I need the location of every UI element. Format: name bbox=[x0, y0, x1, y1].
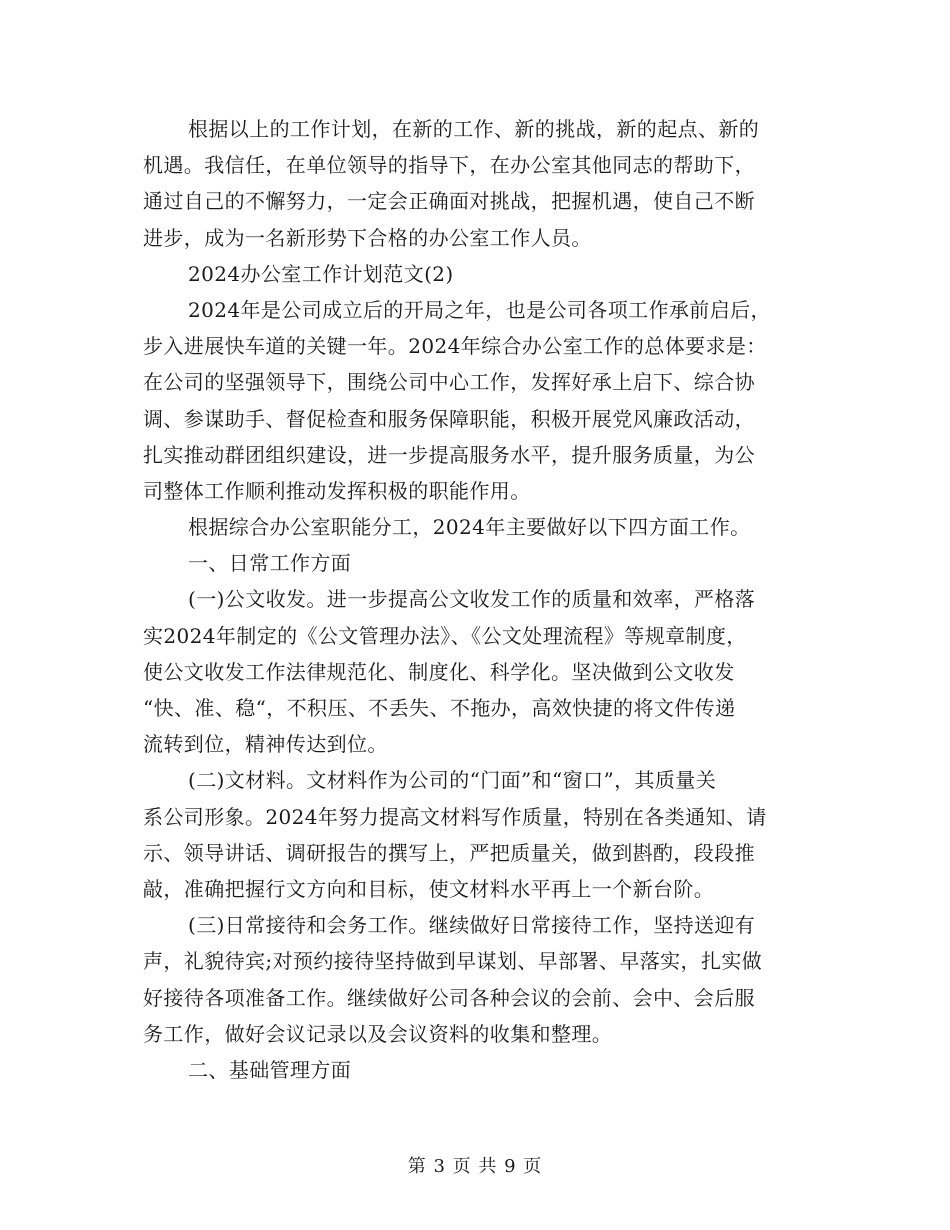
text-line: 根据以上的工作计划，在新的工作、新的挑战，新的起点、新的 bbox=[188, 117, 760, 141]
text-line: “快、准、稳“，不积压、不丢失、不拖办，高效快捷的将文件传递 bbox=[143, 696, 736, 720]
text-line: 机遇。我信任，在单位领导的指导下，在办公室其他同志的帮助下， bbox=[143, 153, 755, 178]
text-line: 进步，成为一名新形势下合格的办公室工作人员。 bbox=[143, 225, 592, 250]
text-line: 务工作，做好会议记录以及会议资料的收集和整理。 bbox=[143, 1021, 613, 1046]
text-line: 实2024年制定的《公文管理办法》、《公文处理流程》等规章制度， bbox=[143, 623, 747, 648]
text-line: 流转到位，精神传达到位。 bbox=[143, 732, 388, 757]
text-line: 示、领导讲话、调研报告的撰写上，严把质量关，做到斟酌，段段推 bbox=[143, 840, 755, 865]
text-line: 二、基础管理方面 bbox=[188, 1057, 352, 1082]
text-line: 使公文收发工作法律规范化、制度化、科学化。坚决做到公文收发 bbox=[143, 659, 735, 684]
text-line: 声，礼貌待宾;对预约接待坚持做到早谋划、早部署、早落实，扎实做 bbox=[143, 949, 763, 974]
text-line: 通过自己的不懈努力，一定会正确面对挑战，把握机遇，使自己不断 bbox=[143, 189, 755, 214]
text-line: 司整体工作顺利推动发挥积极的职能作用。 bbox=[143, 478, 531, 503]
text-line: 好接待各项准备工作。继续做好公司各种会议的会前、会中、会后服 bbox=[143, 985, 755, 1010]
text-line: 调、参谋助手、督促检查和服务保障职能，积极开展党风廉政活动， bbox=[143, 406, 755, 431]
text-line: 2024年是公司成立后的开局之年，也是公司各项工作承前启后， bbox=[188, 297, 771, 322]
text-line: (二)文材料。文材料作为公司的“门面”和“窗口”，其质量关 bbox=[188, 768, 717, 793]
text-line: (三)日常接待和会务工作。继续做好日常接待工作，坚持送迎有 bbox=[188, 913, 756, 938]
document-body bbox=[143, 111, 805, 1088]
text-line: 一、日常工作方面 bbox=[188, 551, 352, 576]
text-line: 在公司的坚强领导下，围绕公司中心工作，发挥好承上启下、综合协 bbox=[143, 370, 755, 395]
text-line: 2024办公室工作计划范文(2) bbox=[188, 261, 454, 286]
text-line: (一)公文收发。进一步提高公文收发工作的质量和效率，严格落 bbox=[188, 587, 756, 612]
text-line: 步入进展快车道的关键一年。2024年综合办公室工作的总体要求是： bbox=[143, 334, 767, 359]
text-line: 系公司形象。2024年努力提高文材料写作质量，特别在各类通知、请 bbox=[143, 804, 767, 829]
page-footer: 第 3 页 共 9 页 bbox=[407, 1156, 543, 1177]
text-line: 根据综合办公室职能分工，2024年主要做好以下四方面工作。 bbox=[188, 515, 751, 540]
text-line: 扎实推动群团组织建设，进一步提高服务水平，提升服务质量，为公 bbox=[143, 442, 755, 467]
text-line: 敲，准确把握行文方向和目标，使文材料水平再上一个新台阶。 bbox=[143, 876, 715, 901]
